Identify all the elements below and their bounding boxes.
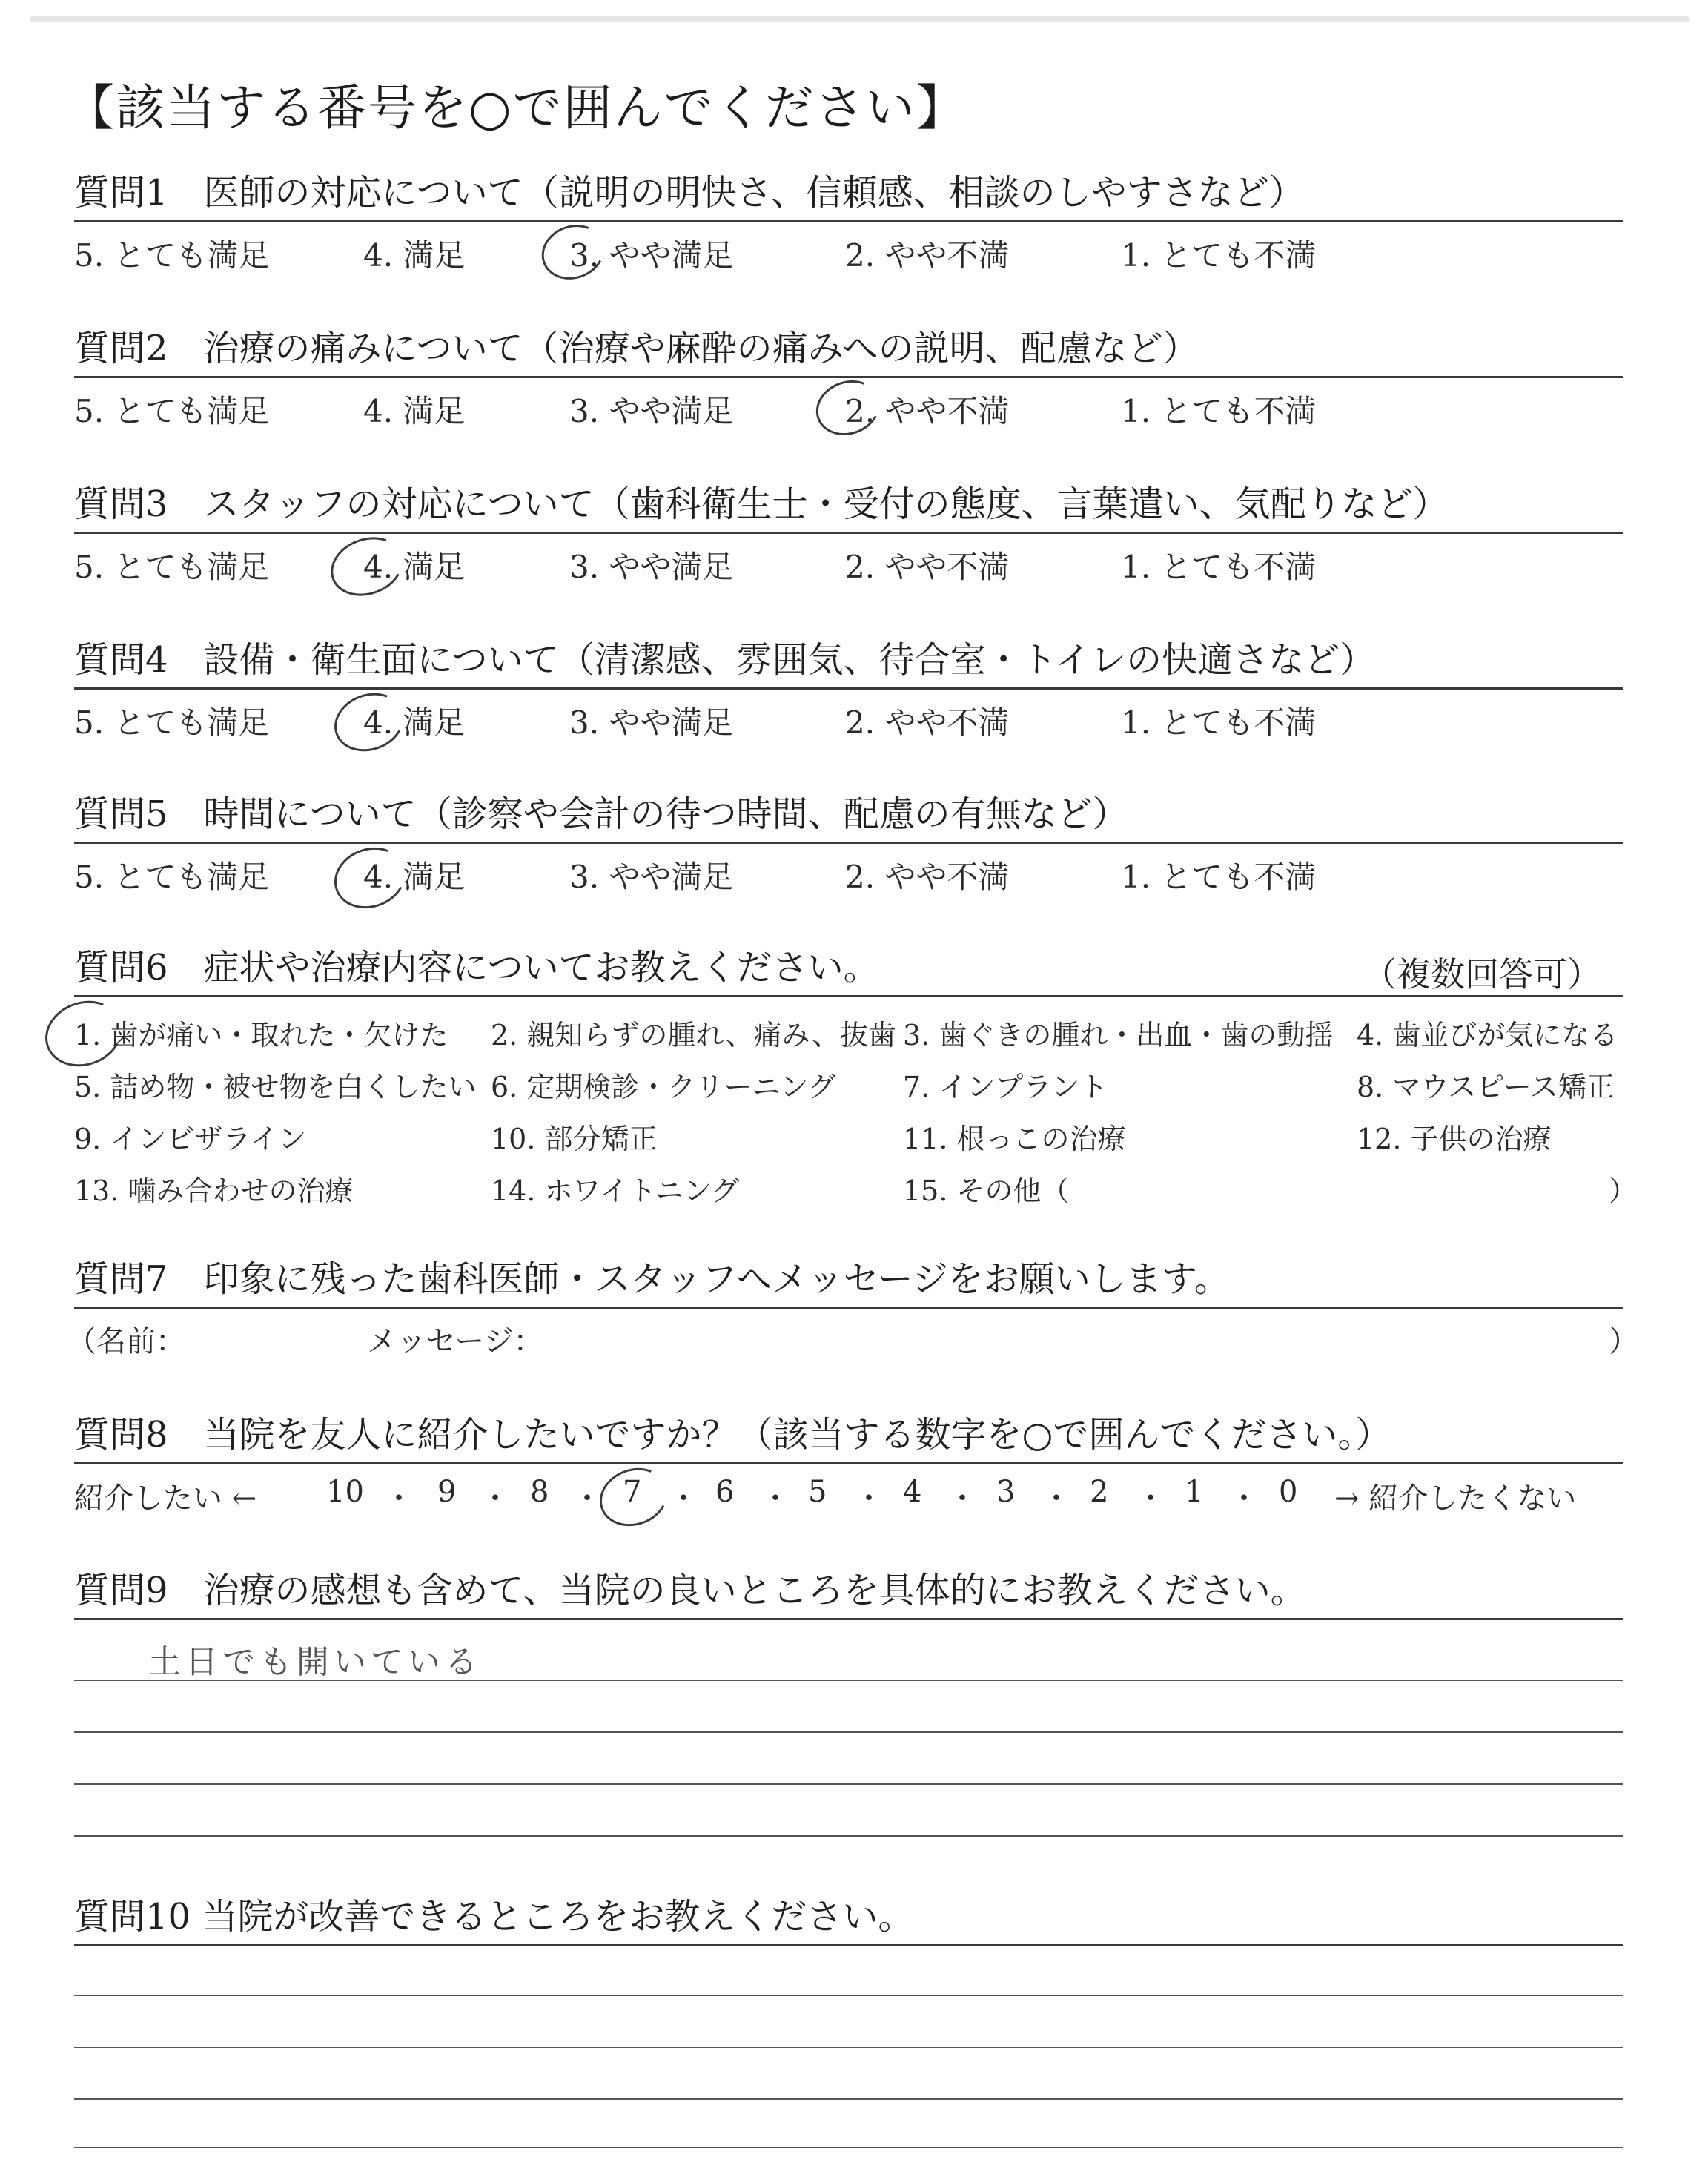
option-1[interactable]: 1. とても不満 (1121, 549, 1317, 585)
option-4[interactable]: 4. 満足 (363, 237, 466, 274)
scale-left-label: 紹介したい ← (74, 1482, 257, 1516)
message-fields (67, 1309, 1638, 1362)
scale-dot: ・ (572, 1482, 602, 1516)
recommend-scale (74, 1464, 1623, 1524)
scale-9[interactable]: 9 (437, 1475, 457, 1509)
scale-right-label: → 紹介したくない (1334, 1482, 1577, 1516)
hand-drawn-circle-icon (326, 684, 412, 761)
symptom-option[interactable]: 11. 根っこの治療 (903, 1123, 1126, 1155)
scale-2[interactable]: 2 (1090, 1475, 1109, 1509)
symptom-option[interactable]: 8. マウスピース矯正 (1357, 1071, 1615, 1103)
rating-options (74, 690, 1623, 743)
option-3[interactable]: 3. やや満足 (569, 393, 734, 429)
question-9 (74, 1565, 1623, 1620)
scale-5[interactable]: 5 (808, 1475, 827, 1509)
option-4[interactable]: 4. 満足 (363, 393, 466, 429)
scale-3[interactable]: 3 (996, 1475, 1016, 1509)
question-5 (74, 788, 1623, 897)
question-title: 質問4 設備・衛生面について（清潔感、雰囲気、待合室・トイレの快適さなど） (74, 639, 1376, 681)
writing-line (74, 2147, 1623, 2148)
option-3[interactable]: 3. やや満足 (569, 859, 734, 895)
writing-line (74, 1835, 1623, 1837)
question-title: 質問2 治療の痛みについて（治療や麻酔の痛みへの説明、配慮など） (74, 328, 1199, 369)
hand-drawn-circle-icon (808, 371, 887, 444)
option-4[interactable]: 4. 満足 (363, 704, 466, 741)
symptom-option[interactable]: 7. インプラント (903, 1071, 1108, 1103)
scale-dot: ・ (947, 1482, 977, 1516)
question-1 (74, 167, 1623, 276)
scale-1[interactable]: 1 (1185, 1475, 1204, 1509)
writing-line (74, 2047, 1623, 2048)
writing-line (74, 1680, 1623, 1681)
scale-dot: ・ (1042, 1482, 1071, 1516)
scale-8[interactable]: 8 (530, 1475, 549, 1509)
symptom-option[interactable]: 2. 親知らずの腫れ、痛み、抜歯 (491, 1019, 896, 1051)
question-title: 質問3 スタッフの対応について（歯科衛生士・受付の態度、言葉遣い、気配りなど） (74, 483, 1449, 525)
option-1[interactable]: 1. とても不満 (1121, 237, 1317, 274)
rating-options (74, 534, 1623, 587)
symptom-option[interactable]: 13. 噛み合わせの治療 (74, 1175, 354, 1207)
scale-dot: ・ (1136, 1482, 1165, 1516)
option-3[interactable]: 3. やや満足 (569, 704, 734, 741)
question-3 (74, 478, 1623, 587)
option-2[interactable]: 2. やや不満 (845, 237, 1010, 274)
question-4 (74, 634, 1623, 743)
symptom-option[interactable]: 1. 歯が痛い・取れた・欠けた (74, 1019, 448, 1051)
handwritten-answer: 土日でも開いている (148, 1643, 482, 1681)
hand-drawn-circle-icon (534, 216, 612, 288)
symptom-option[interactable]: 10. 部分矯正 (491, 1123, 658, 1155)
scale-0[interactable]: 0 (1279, 1475, 1298, 1509)
option-3[interactable]: 3. やや満足 (569, 549, 734, 585)
close-paren: ） (1609, 1175, 1638, 1207)
option-2[interactable]: 2. やや不満 (845, 859, 1010, 895)
question-title: 質問8 当院を友人に紹介したいですか？（該当する数字を○で囲んでください。） (74, 1414, 1391, 1456)
writing-line (74, 1995, 1623, 1996)
scale-dot: ・ (761, 1482, 790, 1516)
scale-10[interactable]: 10 (326, 1475, 364, 1509)
close-paren: ） (1609, 1324, 1638, 1358)
question-2 (74, 323, 1623, 432)
question-title: 質問7 印象に残った歯科医師・スタッフへメッセージをお願いします。 (74, 1258, 1230, 1300)
option-5[interactable]: 5. とても満足 (74, 393, 270, 429)
option-2[interactable]: 2. やや不満 (845, 549, 1010, 585)
symptom-option[interactable]: 4. 歯並びが気になる (1357, 1019, 1618, 1051)
question-title: 質問1 医師の対応について（説明の明快さ、信頼感、相談のしやすさなど） (74, 172, 1305, 214)
scale-6[interactable]: 6 (715, 1475, 735, 1509)
symptom-option[interactable]: 5. 詰め物・被せ物を白くしたい (74, 1071, 477, 1103)
option-4[interactable]: 4. 満足 (363, 549, 466, 585)
page-title: 【該当する番号を○で囲んでください】 (65, 79, 967, 136)
question-8 (74, 1409, 1623, 1524)
symptom-options (74, 997, 1638, 1212)
question-title: 質問9 治療の感想も含めて、当院の良いところを具体的にお教えください。 (74, 1570, 1306, 1611)
divider (74, 1618, 1623, 1620)
question-title: 質問5 時間について（診察や会計の待つ時間、配慮の有無など） (74, 793, 1128, 835)
name-label: （名前： (67, 1324, 185, 1358)
symptom-option[interactable]: 6. 定期検診・クリーニング (491, 1071, 836, 1103)
scale-dot: ・ (1229, 1482, 1259, 1516)
option-4[interactable]: 4. 満足 (363, 859, 466, 895)
rating-options (74, 222, 1623, 276)
divider (74, 1944, 1623, 1946)
option-1[interactable]: 1. とても不満 (1121, 704, 1317, 741)
scale-dot: ・ (854, 1482, 884, 1516)
hand-drawn-circle-icon (592, 1459, 676, 1536)
option-1[interactable]: 1. とても不満 (1121, 859, 1317, 895)
scale-dot: ・ (384, 1482, 414, 1516)
option-5[interactable]: 5. とても満足 (74, 859, 270, 895)
writing-line (74, 1783, 1623, 1785)
scale-4[interactable]: 4 (903, 1475, 922, 1509)
symptom-option[interactable]: 9. インビザライン (74, 1123, 307, 1155)
message-label: メッセージ： (367, 1324, 543, 1358)
question-10 (74, 1891, 1623, 1946)
hand-drawn-circle-icon (325, 838, 414, 919)
hand-drawn-circle-icon (322, 527, 411, 606)
multiple-answer-note: （複数回答可） (1363, 954, 1601, 994)
option-2[interactable]: 2. やや不満 (845, 393, 1010, 429)
scale-dot: ・ (669, 1482, 698, 1516)
question-title: 質問6 症状や治療内容についてお教えください。 (74, 947, 879, 988)
symptom-option[interactable]: 3. 歯ぐきの腫れ・出血・歯の動揺 (903, 1019, 1334, 1051)
question-title: 質問10 当院が改善できるところをお教えください。 (74, 1896, 914, 1938)
scale-7[interactable]: 7 (623, 1475, 642, 1509)
option-3[interactable]: 3. やや満足 (569, 237, 734, 274)
question-7 (67, 1253, 1638, 1362)
writing-line (74, 1731, 1623, 1733)
option-1[interactable]: 1. とても不満 (1121, 393, 1317, 429)
question-6 (74, 942, 1638, 1212)
option-5[interactable]: 5. とても満足 (74, 549, 270, 585)
writing-line (74, 2098, 1623, 2100)
option-5[interactable]: 5. とても満足 (74, 237, 270, 274)
scale-dot: ・ (480, 1482, 510, 1516)
option-5[interactable]: 5. とても満足 (74, 704, 270, 741)
symptom-option[interactable]: 15. その他（ (903, 1175, 1070, 1207)
rating-options (74, 844, 1623, 897)
top-border (30, 16, 1690, 22)
symptom-option[interactable]: 14. ホワイトニング (491, 1175, 740, 1207)
rating-options (74, 378, 1623, 432)
symptom-option[interactable]: 12. 子供の治療 (1357, 1123, 1552, 1155)
option-2[interactable]: 2. やや不満 (845, 704, 1010, 741)
